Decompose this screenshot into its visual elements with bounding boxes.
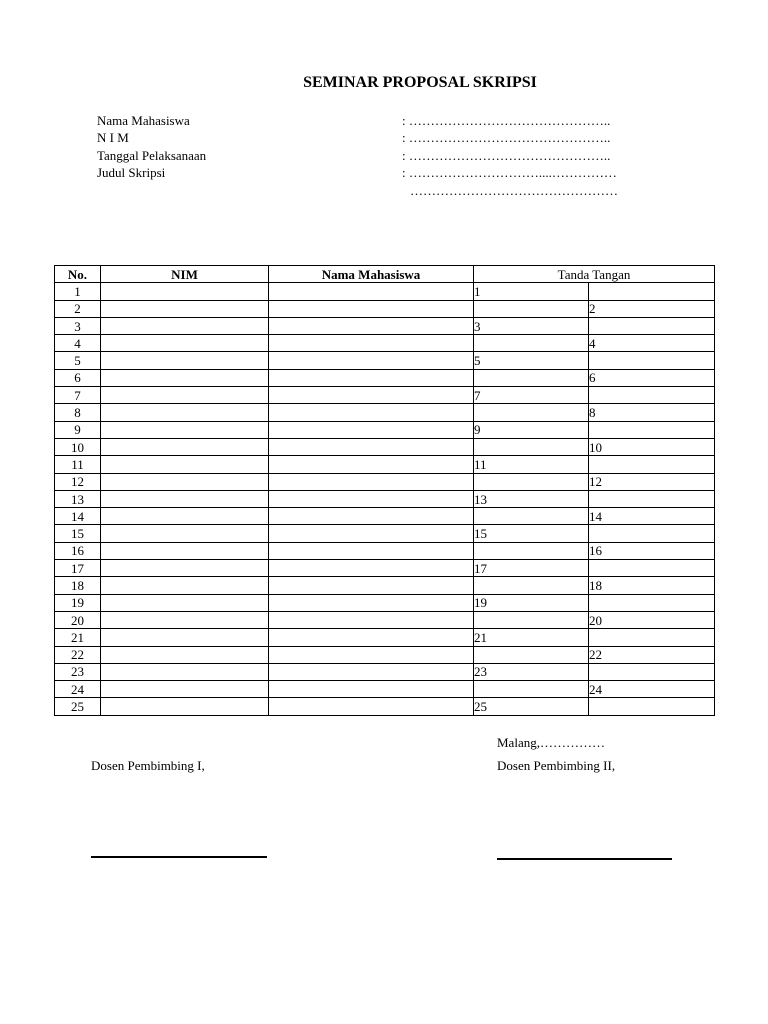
row-number: 14 [55,508,101,525]
signature-cell-left: 3 [474,317,589,334]
info-value: : ……………………………………….. [402,130,611,145]
nim-cell [101,283,269,300]
signature-cell-right: 6 [589,369,715,386]
table-row [55,681,715,698]
table-row [55,317,715,334]
nim-cell [101,438,269,455]
nim-cell [101,663,269,680]
signature-cell-left [474,577,589,594]
nim-cell [101,352,269,369]
signature-cell-left [474,438,589,455]
signature-cell-right [589,456,715,473]
signature-cell-left [474,335,589,352]
nim-cell [101,473,269,490]
table-row [55,387,715,404]
signature-cell-left [474,369,589,386]
signature-cell-right: 8 [589,404,715,421]
table-row [55,663,715,680]
nim-cell [101,421,269,438]
signature-cell-left [474,473,589,490]
table-header-row [55,266,715,283]
row-number: 4 [55,335,101,352]
nim-cell [101,646,269,663]
name-cell [269,317,474,334]
row-number: 5 [55,352,101,369]
table-row [55,456,715,473]
signature-cell-right [589,387,715,404]
signature-cell-right: 12 [589,473,715,490]
name-cell [269,335,474,352]
table-body [55,283,715,715]
nim-cell [101,456,269,473]
row-number: 24 [55,681,101,698]
row-number: 25 [55,698,101,715]
signature-cell-left: 21 [474,629,589,646]
row-number: 2 [55,300,101,317]
place-date: Malang,…………… [497,735,605,750]
signature-cell-right: 14 [589,508,715,525]
name-cell [269,577,474,594]
header-signature: Tanda Tangan [474,266,715,283]
signature-cell-right: 22 [589,646,715,663]
signature-cell-right [589,490,715,507]
signature-cell-left: 11 [474,456,589,473]
nim-cell [101,404,269,421]
name-cell [269,300,474,317]
row-number: 22 [55,646,101,663]
name-cell [269,542,474,559]
info-label: N I M [97,130,129,145]
signature-cell-left: 15 [474,525,589,542]
signature-cell-left [474,681,589,698]
name-cell [269,525,474,542]
signature-cell-right [589,352,715,369]
name-cell [269,490,474,507]
signature-line-1 [91,856,267,858]
signature-cell-left [474,404,589,421]
header-no: No. [55,266,101,283]
nim-cell [101,577,269,594]
name-cell [269,283,474,300]
nim-cell [101,560,269,577]
signature-cell-left: 19 [474,594,589,611]
signature-cell-right [589,525,715,542]
attendance-table [54,265,715,716]
table-row [55,473,715,490]
signature-cell-left: 25 [474,698,589,715]
name-cell [269,629,474,646]
row-number: 6 [55,369,101,386]
table-row [55,283,715,300]
name-cell [269,456,474,473]
name-cell [269,646,474,663]
signature-cell-right [589,698,715,715]
nim-cell [101,525,269,542]
signature-cell-right [589,317,715,334]
table-row [55,421,715,438]
nim-cell [101,335,269,352]
table-row [55,369,715,386]
signature-cell-right: 18 [589,577,715,594]
signature-cell-left [474,300,589,317]
table-row [55,404,715,421]
table-row [55,300,715,317]
info-label: Tanggal Pelaksanaan [97,148,207,163]
table-row [55,611,715,628]
nim-cell [101,508,269,525]
table-row [55,629,715,646]
row-number: 18 [55,577,101,594]
name-cell [269,352,474,369]
row-number: 15 [55,525,101,542]
row-number: 1 [55,283,101,300]
table-row [55,508,715,525]
row-number: 17 [55,560,101,577]
signature-cell-left: 7 [474,387,589,404]
thesis-title-continuation: ………………………………………… [410,183,618,198]
name-cell [269,594,474,611]
nim-cell [101,542,269,559]
name-cell [269,473,474,490]
nim-cell [101,317,269,334]
signature-cell-right: 24 [589,681,715,698]
name-cell [269,560,474,577]
row-number: 19 [55,594,101,611]
signature-cell-right [589,421,715,438]
row-number: 21 [55,629,101,646]
signature-cell-right [589,629,715,646]
nim-cell [101,611,269,628]
row-number: 23 [55,663,101,680]
name-cell [269,369,474,386]
table-row [55,352,715,369]
table-row [55,698,715,715]
signature-cell-right [589,560,715,577]
document-title: SEMINAR PROPOSAL SKRIPSI [303,74,537,91]
name-cell [269,438,474,455]
table-row [55,646,715,663]
info-value: : ……………………………………….. [402,113,611,128]
header-nim: NIM [101,266,269,283]
name-cell [269,698,474,715]
signature-cell-left: 23 [474,663,589,680]
nim-cell [101,490,269,507]
signature-cell-right: 2 [589,300,715,317]
table-row [55,335,715,352]
table-row [55,525,715,542]
table-row [55,560,715,577]
signature-cell-right [589,594,715,611]
table-row [55,542,715,559]
name-cell [269,404,474,421]
signature-cell-left: 1 [474,283,589,300]
name-cell [269,421,474,438]
row-number: 7 [55,387,101,404]
signature-cell-right: 4 [589,335,715,352]
info-label: Nama Mahasiswa [97,113,190,128]
row-number: 12 [55,473,101,490]
row-number: 11 [55,456,101,473]
signature-cell-left: 13 [474,490,589,507]
supervisor-1-label: Dosen Pembimbing I, [91,758,205,773]
signature-cell-left [474,542,589,559]
nim-cell [101,369,269,386]
info-label: Judul Skripsi [97,165,166,180]
nim-cell [101,300,269,317]
info-value: : ……………………………………….. [402,148,611,163]
signature-cell-left [474,646,589,663]
signature-cell-right [589,283,715,300]
name-cell [269,663,474,680]
table-row [55,438,715,455]
signature-cell-left: 5 [474,352,589,369]
name-cell [269,611,474,628]
signature-cell-right [589,663,715,680]
row-number: 9 [55,421,101,438]
signature-line-2 [497,858,672,860]
row-number: 20 [55,611,101,628]
nim-cell [101,387,269,404]
name-cell [269,681,474,698]
signature-cell-left: 9 [474,421,589,438]
nim-cell [101,629,269,646]
row-number: 13 [55,490,101,507]
name-cell [269,387,474,404]
row-number: 10 [55,438,101,455]
row-number: 3 [55,317,101,334]
signature-cell-right: 20 [589,611,715,628]
table-row [55,594,715,611]
header-nama: Nama Mahasiswa [269,266,474,283]
row-number: 8 [55,404,101,421]
info-value: : …………………………....…………… [402,165,617,180]
name-cell [269,508,474,525]
supervisor-2-label: Dosen Pembimbing II, [497,758,616,773]
signature-cell-left: 17 [474,560,589,577]
table-row [55,490,715,507]
signature-cell-left [474,508,589,525]
row-number: 16 [55,542,101,559]
signature-cell-right: 16 [589,542,715,559]
nim-cell [101,681,269,698]
nim-cell [101,594,269,611]
signature-cell-right: 10 [589,438,715,455]
signature-cell-left [474,611,589,628]
table-row [55,577,715,594]
nim-cell [101,698,269,715]
